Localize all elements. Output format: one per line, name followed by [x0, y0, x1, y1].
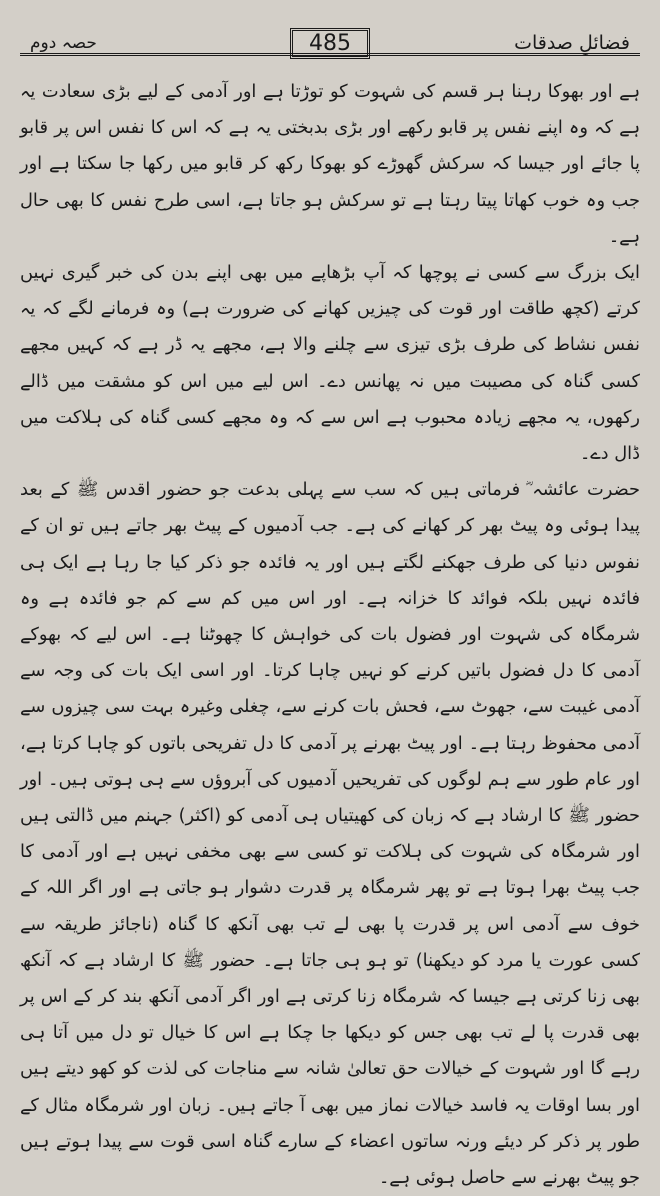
part-label: حصہ دوم — [30, 33, 97, 53]
book-title: فضائلِ صدقات — [514, 32, 630, 54]
page-header — [20, 0, 640, 60]
paragraph-1: ہے اور بھوکا رہنا ہر قسم کی شہوت کو توڑتا ہے اور آدمی کے لیے بڑی سعادت یہ ہے کہ وہ اپنے نفس پر قابو رکھے اور بڑی بدبختی یہ ہے کہ اس کا نفس اس پر قابو پا جائے اور جیسا کہ سرکش گھوڑے کو بھوکا رکھ کر قابو میں رکھا جا سکتا ہے اور جب وہ خوب کھاتا پیتا رہتا ہے تو سرکش ہو جاتا ہے، اسی طرح نفس کا بھی حال ہے۔ — [20, 81, 640, 247]
paragraph-3: حضرت عائشہ ؓ فرماتی ہیں کہ سب سے پہلی بدعت جو حضور اقدس ﷺ کے بعد پیدا ہوئی وہ پیٹ بھر کر کھانے کی ہے۔ جب آدمیوں کے پیٹ بھر جاتے ہیں تو ان کے نفوس دنیا کی طرف جھکنے لگتے ہیں اور یہ فائدہ جو ذکر کیا جا رہا ہے ایک ہی فائدہ نہیں بلکہ فوائد کا خزانہ ہے۔ اور اس میں کم سے کم جو فائدہ ہے وہ شرمگاہ کی شہوت اور فضول بات کی خواہش کا چھوٹنا ہے۔ اس لیے کہ بھوکے آدمی کا دل فضول باتیں کرنے کو نہیں چاہا کرتا۔ اور اسی ایک بات کی وجہ سے آدمی غیبت سے، جھوٹ سے، فحش بات کرنے سے، چغلی وغیرہ بہت سی چیزوں سے آدمی محفوظ رہتا ہے۔ اور پیٹ بھرنے پر آدمی کا دل تفریحی باتوں کو چاہا کرتا ہے، اور عام طور سے ہم لوگوں کی تفریحیں آدمیوں کی آبروؤں سے ہی ہوتی ہیں۔ اور حضور ﷺ کا ارشاد ہے کہ زبان کی کھیتیاں ہی آدمی کو (اکثر) جہنم میں ڈالتی ہیں اور شرمگاہ کی شہوت کی ہلاکت تو کسی سے بھی مخفی نہیں ہے اور آدمی کا جب پیٹ بھرا ہوتا ہے تو پھر شرمگاہ پر قدرت دشوار ہو جاتی ہے اور اگر اللہ کے خوف سے آدمی اس پر قدرت پا بھی لے تب بھی آنکھ کا گناہ (ناجائز طریقہ سے کسی عورت یا مرد کو دیکھنا) تو ہو ہی جاتا ہے۔ حضور ﷺ کا ارشاد ہے کہ آنکھ بھی زنا کرتی ہے جیسا کہ شرمگاہ زنا کرتی ہے اور اگر آدمی آنکھ بند کر کے اس پر بھی قدرت پا لے تب بھی جس کو دیکھا جا چکا ہے اس کا خیال تو دل میں آتا ہی رہے گا اور شہوت کے خیالات حق تعالیٰ شانہ سے مناجات کی لذت کو کھو دیتے ہیں اور بسا اوقات یہ فاسد خیالات نماز میں بھی آ جاتے ہیں۔ زبان اور شرمگاہ مثال کے طور پر ذکر کر دیئے ورنہ ساتوں اعضاء کے سارے گناہ اسی قوت سے پیدا ہوتے ہیں جو پیٹ بھرنے سے حاصل ہوئی ہے۔ — [20, 479, 640, 1189]
paragraph-2: ایک بزرگ سے کسی نے پوچھا کہ آپ بڑھاپے میں بھی اپنے بدن کی خبر گیری نہیں کرتے (کچھ طاقت اور قوت کی چیزیں کھانے کی ضرورت ہے) وہ فرمانے لگے کہ یہ نفس نشاط کی طرف بڑی تیزی سے چلنے والا ہے، مجھے یہ ڈر ہے کہ کہیں مجھے کسی گناہ کی مصیبت میں نہ پھانس دے۔ اس لیے میں اس کو مشقت میں ڈالے رکھوں، یہ مجھے زیادہ محبوب ہے اس سے کہ وہ مجھے کسی گناہ کی ہلاکت میں ڈال دے۔ — [20, 262, 640, 465]
page-number: 485 — [290, 28, 370, 59]
body-text — [20, 60, 640, 1196]
header-rule — [20, 53, 640, 56]
